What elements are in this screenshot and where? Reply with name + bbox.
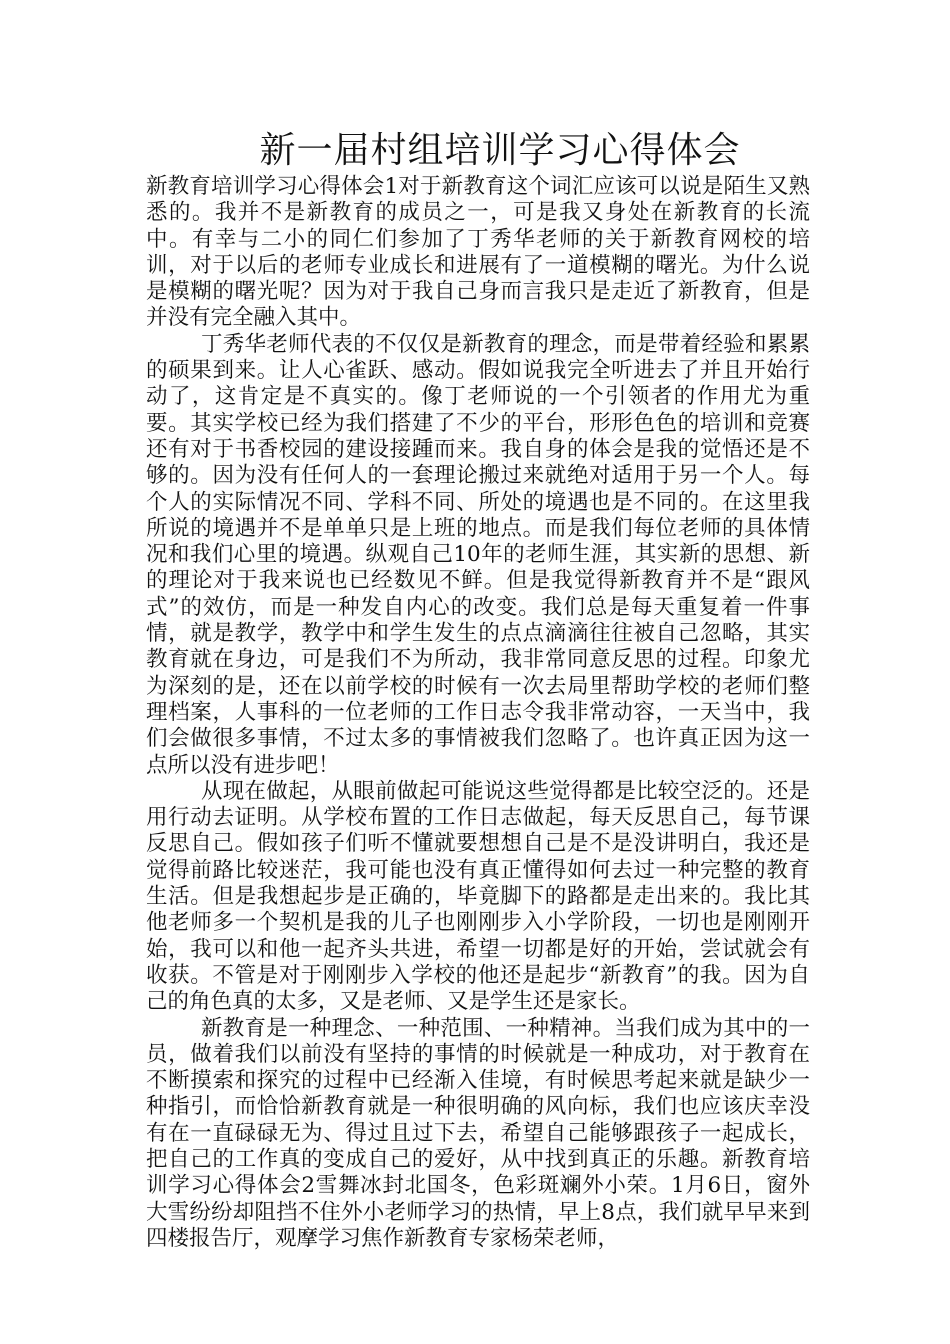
paragraph-3: 从现在做起，从眼前做起可能说这些觉得都是比较空泛的。还是用行动去证明。从学校布置的工作日志做起，每天反思自己，每节课反思自己。假如孩子们听不懂就要想想自己是不是没讲明白，我还是觉得前路比较迷茫，我可能也没有真正懂得如何去过一种完整的教育生活。但是我想起步是正确的，毕竟脚下的路都是走出来的。我比其他老师多一个契机是我的儿子也刚刚步入小学阶段，一切也是刚刚开始，我可以和他一起齐头共进，希望一切都是好的开始，尝试就会有收获。不管是对于刚刚步入学校的他还是起步“新教育”的我。因为自己的角色真的太多，又是老师、又是学生还是家长。	[146, 778, 810, 1015]
document-page	[146, 128, 810, 1252]
paragraph-2: 丁秀华老师代表的不仅仅是新教育的理念，而是带着经验和累累的硕果到来。让人心雀跃、感动。假如说我完全听进去了并且开始行动了，这肯定是不真实的。像丁老师说的一个引领者的作用尤为重要。其实学校已经为我们搭建了不少的平台，形形色色的培训和竞赛还有对于书香校园的建设接踵而来。我自身的体会是我的觉悟还是不够的。因为没有任何人的一套理论搬过来就绝对适用于另一个人。每个人的实际情况不同、学科不同、所处的境遇也是不同的。在这里我所说的境遇并不是单单只是上班的地点。而是我们每位老师的具体情况和我们心里的境遇。纵观自己10年的老师生涯，其实新的思想、新的理论对于我来说也已经数见不鲜。但是我觉得新教育并不是“跟风式”的效仿，而是一种发自内心的改变。我们总是每天重复着一件事情，就是教学，教学中和学生发生的点点滴滴往往被自己忽略，其实教育就在身边，可是我们不为所动，我非常同意反思的过程。印象尤为深刻的是，还在以前学校的时候有一次去局里帮助学校的老师们整理档案，人事科的一位老师的工作日志令我非常动容，一天当中，我们会做很多事情，不过太多的事情被我们忽略了。也许真正因为这一点所以没有进步吧！	[146, 331, 810, 778]
paragraph-1: 新教育培训学习心得体会1对于新教育这个词汇应该可以说是陌生又熟悉的。我并不是新教育的成员之一，可是我又身处在新教育的长流中。有幸与二小的同仁们参加了丁秀华老师的关于新教育网校的培训，对于以后的老师专业成长和进展有了一道模糊的曙光。为什么说是模糊的曙光呢？因为对于我自己身而言我只是走近了新教育，但是并没有完全融入其中。	[146, 174, 810, 331]
paragraph-4: 新教育是一种理念、一种范围、一种精神。当我们成为其中的一员，做着我们以前没有坚持的事情的时候就是一种成功，对于教育在不断摸索和探究的过程中已经渐入佳境，有时候思考起来就是缺少一种指引，而恰恰新教育就是一种很明确的风向标，我们也应该庆幸没有在一直碌碌无为、得过且过下去，希望自己能够跟孩子一起成长，把自己的工作真的变成自己的爱好，从中找到真正的乐趣。新教育培训学习心得体会2雪舞冰封北国冬，色彩斑斓外小荣。1月6日，窗外大雪纷纷却阻挡不住外小老师学习的热情，早上8点，我们就早早来到四楼报告厅，观摩学习焦作新教育专家杨荣老师，	[146, 1015, 810, 1251]
document-title: 新一届村组培训学习心得体会	[259, 130, 741, 171]
